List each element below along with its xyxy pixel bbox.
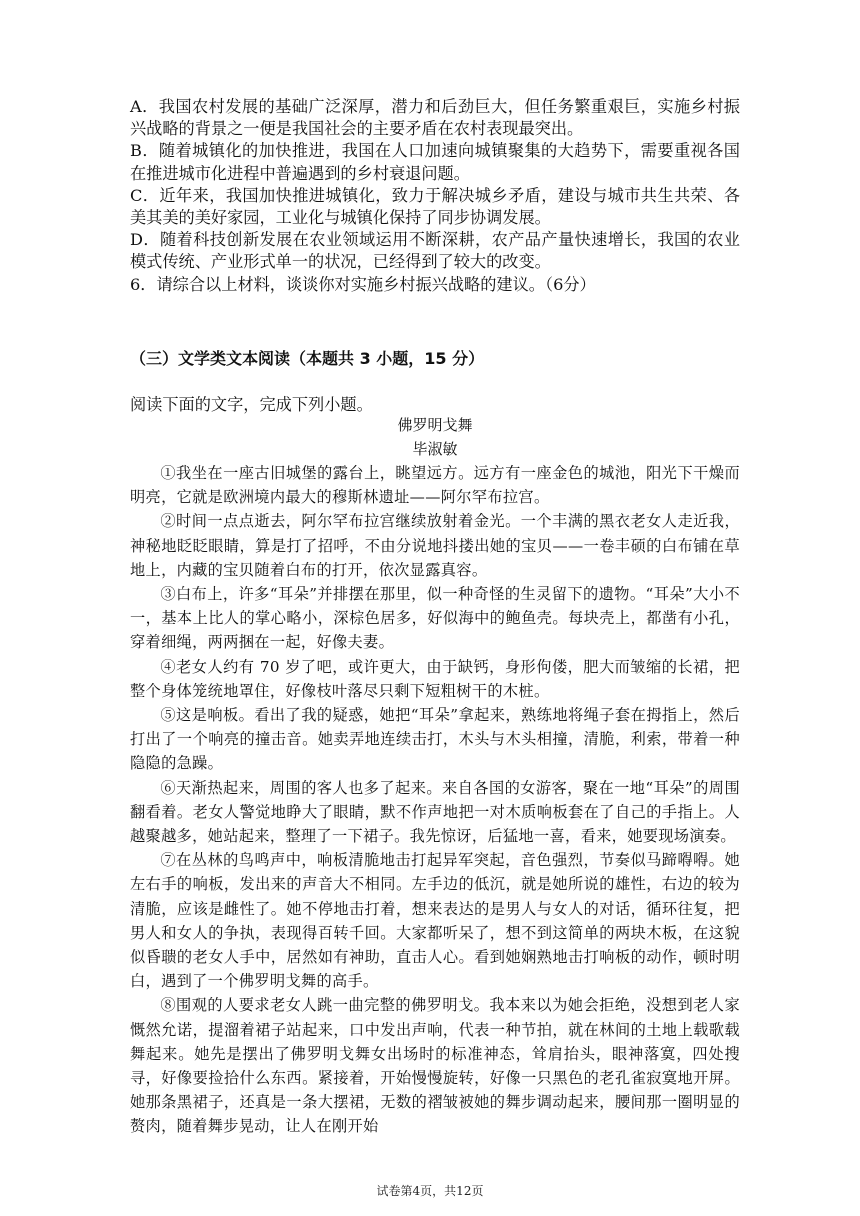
paragraph-2: ②时间一点点逝去，阿尔罕布拉宫继续放射着金光。一个丰满的黑衣老女人走近我，神秘地眨眨眼睛，算是打了招呼，不由分说地抖搂出她的宝贝——一卷丰硕的白布铺在草地上，内藏的宝贝随着白布的打开，依次显露真容。 xyxy=(130,512,740,579)
option-d: D．随着科技创新发展在农业领域运用不断深耕，农产品产量快速增长，我国的农业模式传统、产业形式单一的状况，已经得到了较大的改变。 xyxy=(130,230,740,272)
option-a: A．我国农村发展的基础广泛深厚，潜力和后劲巨大，但任务繁重艰巨，实施乡村振兴战略的背景之一便是我国社会的主要矛盾在农村表现最突出。 xyxy=(130,97,740,139)
story-author: 毕淑敏 xyxy=(412,440,458,458)
exam-page xyxy=(130,96,740,1136)
reading-instruction: 阅读下面的文字，完成下列小题。 xyxy=(130,395,373,414)
section-heading: （三）文学类文本阅读（本题共 3 小题，15 分） xyxy=(130,349,485,368)
option-c: C．近年来，我国加快推进城镇化，致力于解决城乡矛盾，建设与城市共生共荣、各美其美的美好家园，工业化与城镇化保持了同步协调发展。 xyxy=(130,185,740,228)
paragraph-5: ⑤这是响板。看出了我的疑惑，她把“耳朵”拿起来，熟练地将绳子套在拇指上，然后打出了一个响亮的撞击音。她卖弄地连续击打，木头与木头相撞，清脆，利索，带着一种隐隐的急躁。 xyxy=(130,706,740,773)
paragraph-3: ③白布上，许多“耳朵”并排摆在那里，似一种奇怪的生灵留下的遗物。“耳朵”大小不一，基本上比人的掌心略小，深棕色居多，好似海中的鲍鱼壳。每块壳上，都凿有小孔，穿着细绳，两两捆在一起，好像夫妻。 xyxy=(130,585,740,652)
paragraph-8: ⑧围观的人要求老女人跳一曲完整的佛罗明戈。我本来以为她会拒绝，没想到老人家慨然允诺，提溜着裙子站起来，口中发出声响，代表一种节拍，就在林间的土地上载歌载舞起来。她先是摆出了佛罗明戈舞女出场时的标准神态，耸肩抬头，眼神落寞，四处搜寻，好像要捡拾什么东西。紧接着，开始慢慢旋转，好像一只黑色的老孔雀寂寞地开屏。她那条黑裙子，还真是一条大摆裙，无数的褶皱被她的舞步调动起来，腰间那一圈明显的赘肉，随着舞步晃动，让人在刚开始 xyxy=(130,996,740,1136)
story-body xyxy=(130,461,740,1139)
option-b: B．随着城镇化的加快推进，我国在人口加速向城镇聚集的大趋势下，需要重视各国在推进城市化进程中普遍遇到的乡村衰退问题。 xyxy=(130,141,740,183)
question-6: 6．请综合以上材料，谈谈你对实施乡村振兴战略的建议。（6分） xyxy=(130,274,596,294)
paragraph-4: ④老女人约有 70 岁了吧，或许更大，由于缺钙，身形佝偻，肥大而皱缩的长裙，把整个身体笼统地罩住，好像枝叶落尽只剩下短粗树干的木桩。 xyxy=(130,657,740,700)
paragraph-6: ⑥天渐热起来，周围的客人也多了起来。来自各国的女游客，聚在一地“耳朵”的周围翻看着。老女人警觉地睁大了眼睛，默不作声地把一对木质响板套在了自己的手指上。人越聚越多，她站起来，整理了一下裙子。我先惊讶，后猛地一喜，看来，她要现场演奏。 xyxy=(130,778,740,846)
story-title: 佛罗明戈舞 xyxy=(397,416,473,434)
page-footer: 试卷第4页，共12页 xyxy=(376,1184,484,1198)
paragraph-1: ①我坐在一座古旧城堡的露台上，眺望远方。远方有一座金色的城池，阳光下干燥而明亮，它就是欧洲境内最大的穆斯林遗址——阿尔罕布拉宫。 xyxy=(130,464,740,507)
paragraph-7: ⑦在丛林的鸟鸣声中，响板清脆地击打起异军突起，音色强烈，节奏似马蹄嘚嘚。她左右手的响板，发出来的声音大不相同。左手边的低沉，就是她所说的雄性，右边的较为清脆，应该是雌性了。她不停地击打着，想来表达的是男人与女人的对话，循环往复，把男人和女人的争执，表现得百转千回。大家都听呆了，想不到这简单的两块木板，在这貌似昏聩的老女人手中，居然如有神助，直击人心。看到她娴熟地击打响板的动作，顿时明白，遇到了一个佛罗明戈舞的高手。 xyxy=(130,851,740,991)
